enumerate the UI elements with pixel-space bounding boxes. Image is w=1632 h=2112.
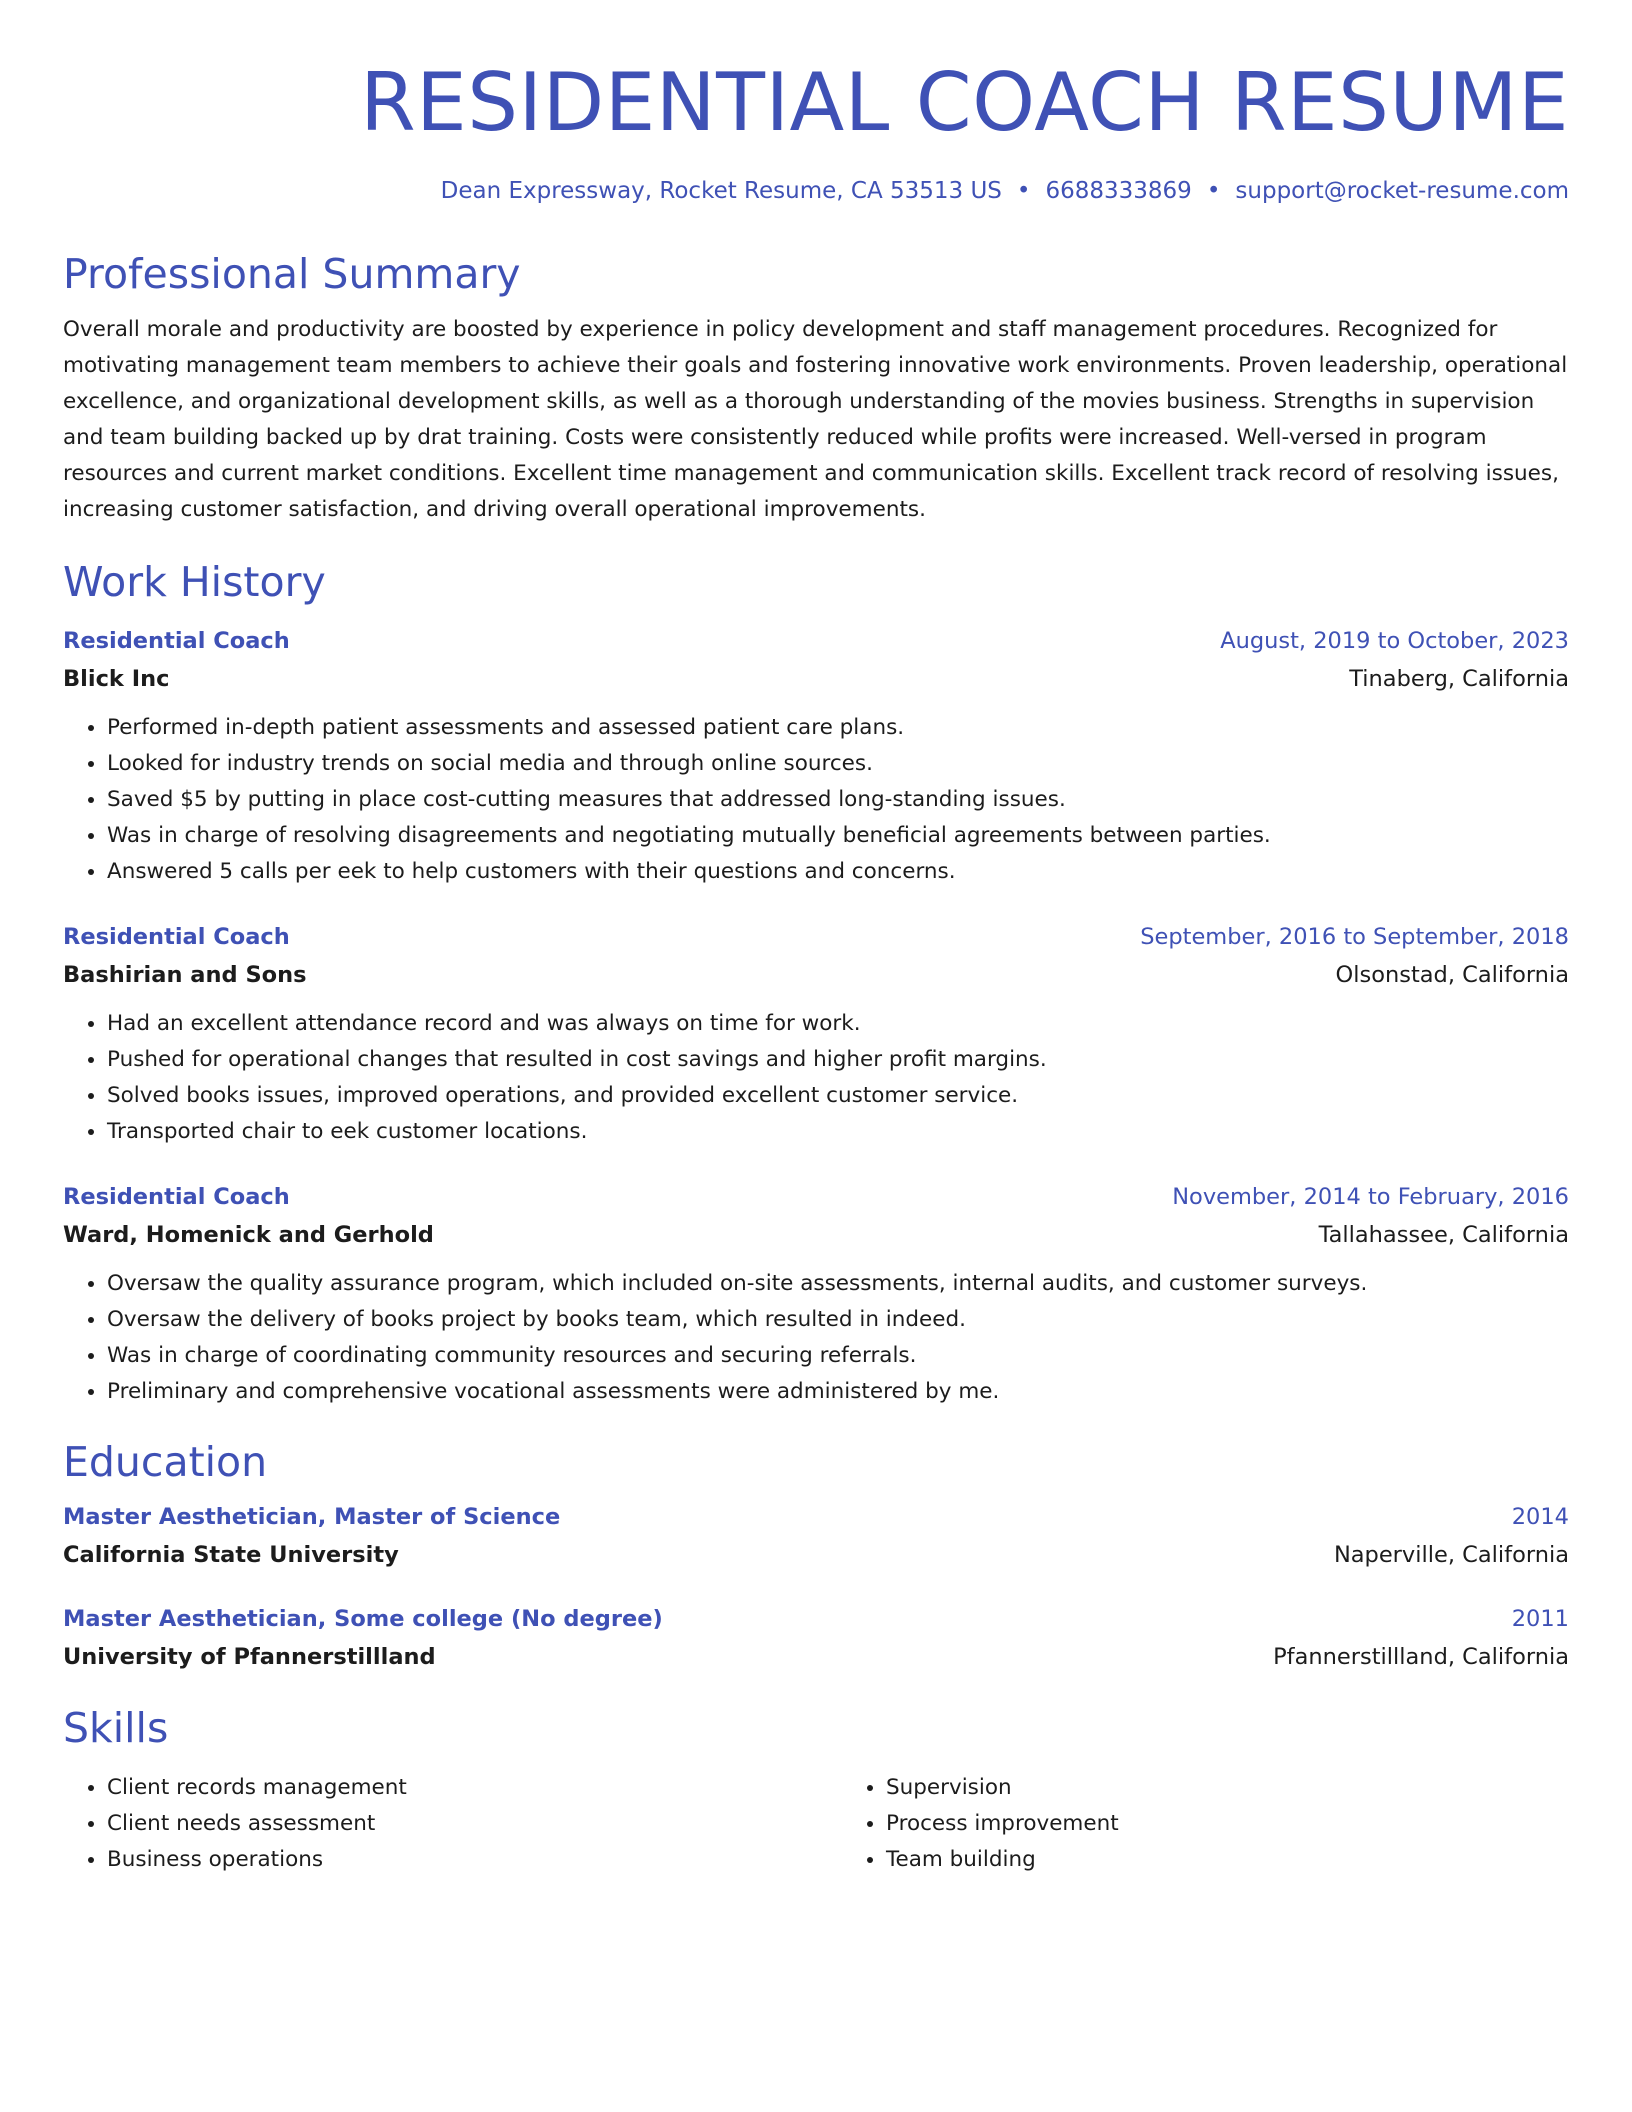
job-location: Tinaberg, California <box>1349 666 1569 692</box>
job-dates: November, 2014 to February, 2016 <box>1172 1184 1569 1210</box>
bullet-item: • Preliminary and comprehensive vocational assessments were administered by me. <box>107 1374 1569 1410</box>
job-bullets <box>63 710 1569 890</box>
skill-item: • Client records management <box>107 1770 842 1806</box>
bullet-item: • Solved books issues, improved operations, and provided excellent customer service. <box>107 1078 1569 1114</box>
section-heading-work: Work History <box>63 558 326 606</box>
skill-item: • Business operations <box>107 1842 842 1878</box>
skills-list <box>63 1770 1569 1878</box>
job-location: Olsonstad, California <box>1335 962 1569 988</box>
education-entry <box>63 1600 1569 1676</box>
school-name: California State University <box>63 1542 399 1568</box>
address: Dean Expressway, Rocket Resume, CA 53513 US <box>440 178 1002 204</box>
bullet-item: • Oversaw the delivery of books project by books team, which resulted in indeed. <box>107 1302 1569 1338</box>
phone: 6688333869 <box>1045 178 1192 204</box>
bullet-item: • Transported chair to eek customer locations. <box>107 1114 1569 1150</box>
school-location: Naperville, California <box>1333 1542 1569 1568</box>
section-heading-education: Education <box>63 1438 268 1486</box>
degree: Master Aesthetician, Some college (No degree) <box>63 1606 663 1632</box>
resume-title: RESIDENTIAL COACH RESUME <box>360 56 1569 149</box>
bullet-item: • Pushed for operational changes that resulted in cost savings and higher profit margins. <box>107 1042 1569 1078</box>
job-title: Residential Coach <box>63 924 290 950</box>
section-heading-summary: Professional Summary <box>63 250 521 298</box>
separator-dot: • <box>1016 178 1031 204</box>
company-name: Bashirian and Sons <box>63 962 307 988</box>
education-entry <box>63 1498 1569 1574</box>
summary-text: Overall morale and productivity are boosted by experience in policy development and staff management procedures. Recognized for motivating management team members to achieve their goals and fostering innovative work environments. Proven leadership, operational excellence, and organizational development skills, as well as a thorough understanding of the movies business. Strengths in supervision and team building backed up by drat training. Costs were consistently reduced while profits were increased. Well-versed in program resources and current market conditions. Excellent time management and communication skills. Excellent track record of resolving issues, increasing customer satisfaction, and driving overall operational improvements. <box>63 317 1568 522</box>
bullet-item: • Looked for industry trends on social media and through online sources. <box>107 746 1569 782</box>
skill-item: • Team building <box>886 1842 1569 1878</box>
bullet-item: • Saved $5 by putting in place cost-cutting measures that addressed long-standing issues. <box>107 782 1569 818</box>
skills-column-right <box>842 1770 1569 1878</box>
skill-item: • Client needs assessment <box>107 1806 842 1842</box>
job-dates: September, 2016 to September, 2018 <box>1140 924 1569 950</box>
email-link[interactable]: support@rocket-resume.com <box>1235 178 1569 204</box>
bullet-item: • Answered 5 calls per eek to help customers with their questions and concerns. <box>107 854 1569 890</box>
job-title: Residential Coach <box>63 628 290 654</box>
bullet-item: • Had an excellent attendance record and was always on time for work. <box>107 1006 1569 1042</box>
company-name: Blick Inc <box>63 666 170 692</box>
section-heading-skills: Skills <box>63 1704 169 1752</box>
job-title: Residential Coach <box>63 1184 290 1210</box>
job-dates: August, 2019 to October, 2023 <box>1220 628 1569 654</box>
bullet-item: • Was in charge of coordinating community resources and securing referrals. <box>107 1338 1569 1374</box>
company-name: Ward, Homenick and Gerhold <box>63 1222 434 1248</box>
graduation-year: 2014 <box>1511 1504 1569 1530</box>
job-location: Tallahassee, California <box>1318 1222 1569 1248</box>
job-bullets <box>63 1266 1569 1410</box>
separator-dot: • <box>1206 178 1221 204</box>
job-entry <box>63 1178 1569 1410</box>
school-name: University of Pfannerstillland <box>63 1644 436 1670</box>
job-bullets <box>63 1006 1569 1150</box>
bullet-item: • Oversaw the quality assurance program, which included on-site assessments, internal audits, and customer surveys. <box>107 1266 1569 1302</box>
bullet-item: • Performed in-depth patient assessments and assessed patient care plans. <box>107 710 1569 746</box>
degree: Master Aesthetician, Master of Science <box>63 1504 561 1530</box>
contact-line <box>63 176 1569 206</box>
skills-column-left <box>63 1770 842 1878</box>
job-entry <box>63 622 1569 890</box>
school-location: Pfannerstillland, California <box>1273 1644 1569 1670</box>
skill-item: • Process improvement <box>886 1806 1569 1842</box>
bullet-item: • Was in charge of resolving disagreements and negotiating mutually beneficial agreements between parties. <box>107 818 1569 854</box>
skill-item: • Supervision <box>886 1770 1569 1806</box>
job-entry <box>63 918 1569 1150</box>
graduation-year: 2011 <box>1511 1606 1569 1632</box>
